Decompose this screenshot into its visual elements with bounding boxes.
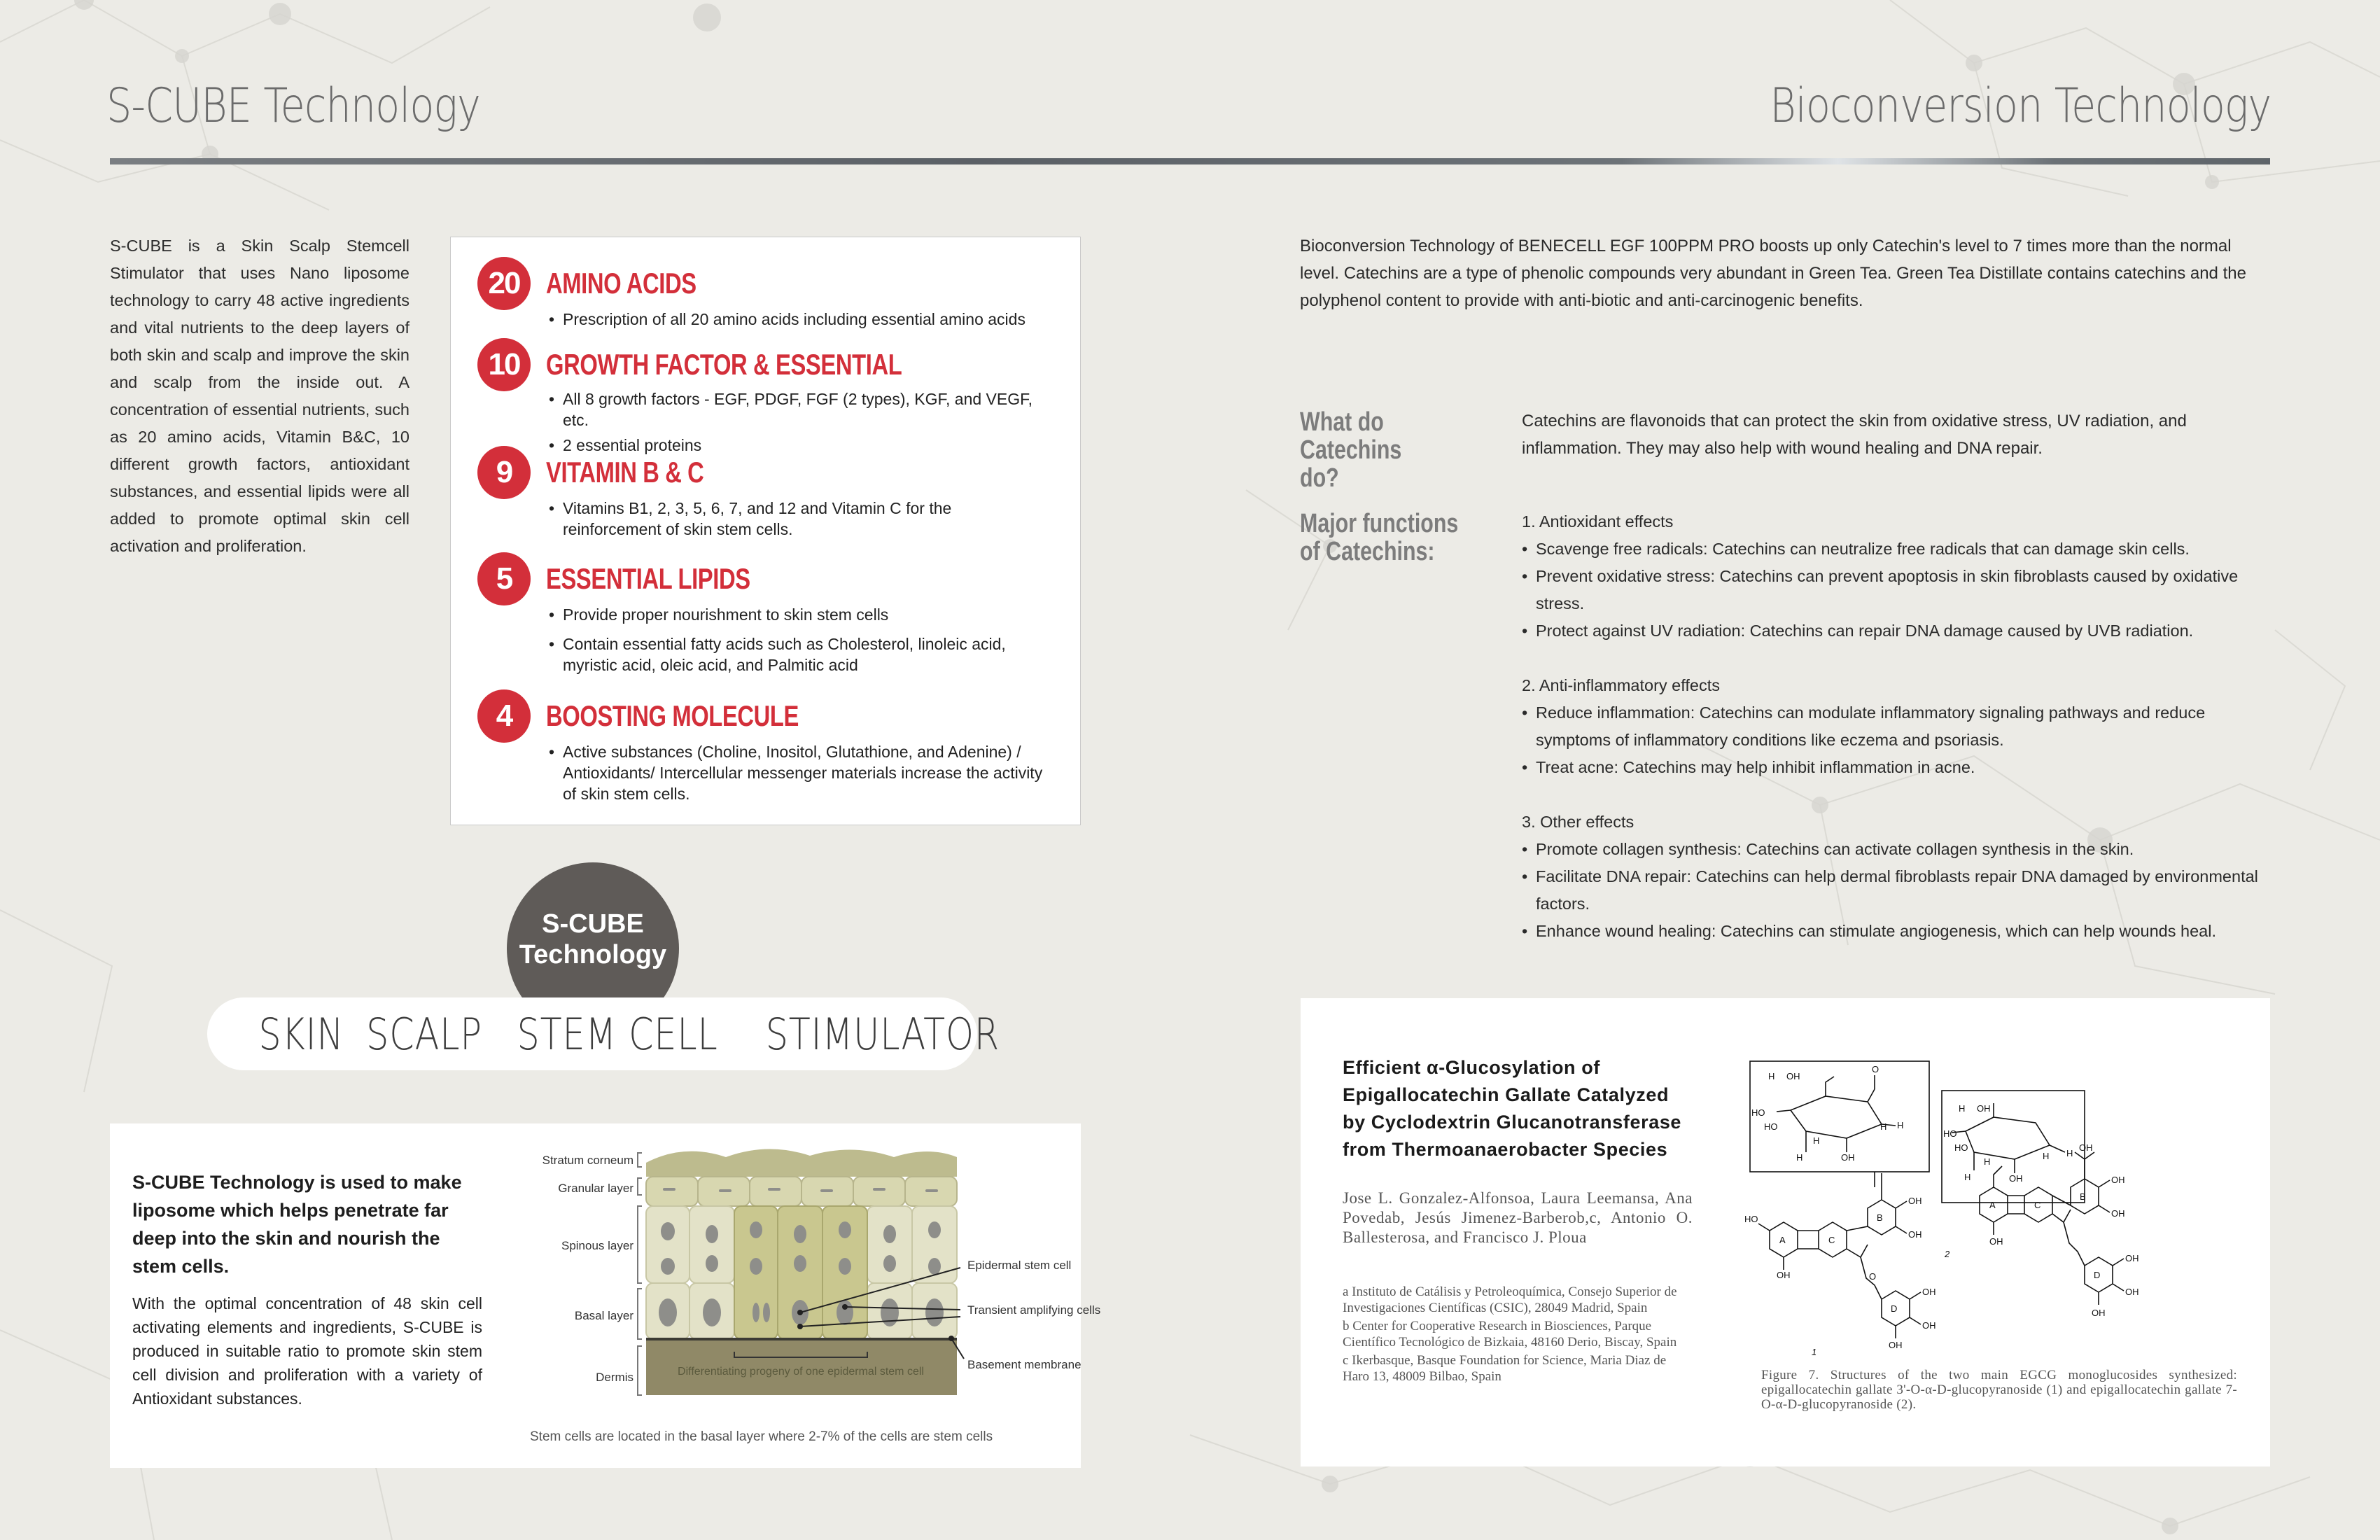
ingredient-bullet: • Provide proper nourishment to skin stem cells bbox=[549, 604, 1039, 625]
right-page-title: Bioconversion Technology bbox=[1770, 78, 2271, 134]
figure-caption: Figure 7. Structures of the two main EGCG monoglucosides synthesized: epigallocatechin gallate 3'-O-α-D-glucopyranoside (1) and epigallocatechin gallate 7-O-α-D-glucopyranoside (2). bbox=[1761, 1368, 2237, 1412]
function-group-title: 1. Antioxidant effects bbox=[1522, 512, 1674, 531]
paper-authors: Jose L. Gonzalez-Alfonsoa, Laura Leemansa, Ana Povedab, Jesús Jimenez-Barberob,c, Antonio O. Ballesterosa, and Francisco J. Ploua bbox=[1343, 1189, 1693, 1246]
major-functions-list bbox=[1522, 508, 2270, 945]
callout-transient-amplifying-cells: Transient amplifying cells bbox=[967, 1303, 1101, 1317]
pill-word: STEM CELL bbox=[517, 1008, 718, 1060]
skin-layers-box bbox=[110, 1124, 1101, 1468]
ingredient-number: 9 bbox=[477, 446, 531, 499]
layer-label: Spinous layer bbox=[561, 1239, 634, 1252]
svg-text:OH: OH bbox=[1777, 1270, 1791, 1280]
ingredient-title: GROWTH FACTOR & ESSENTIAL bbox=[546, 348, 902, 381]
svg-text:OH: OH bbox=[2009, 1173, 2023, 1184]
svg-text:OH: OH bbox=[1977, 1103, 1991, 1114]
svg-text:D: D bbox=[1891, 1303, 1898, 1314]
function-item: • Promote collagen synthesis: Catechins can activate collagen synthesis in the skin. bbox=[1522, 836, 2270, 863]
badge-line1: S-CUBE bbox=[542, 909, 644, 939]
ingredient-bullet: • Active substances (Choline, Inositol, Glutathione, and Adenine) / Antioxidants/ Intercellular messenger materials increase the activity of skin stem cells. bbox=[549, 741, 1060, 804]
svg-text:A: A bbox=[1779, 1235, 1786, 1245]
intro-paragraph: S-CUBE is a Skin Scalp Stemcell Stimulator that uses Nano liposome technology to carry 48 active ingredients and vital nutrients to the deep layers of both skin and scalp and improve the skin and scalp from the inside out. A concentration of essential nutrients, such as 20 amino acids, Vitamin B&C, 10 different growth factors, antioxidant substances, and essential lipids were all added to promote optimal skin cell activation and proliferation. bbox=[110, 237, 410, 555]
badge-line2: Technology bbox=[519, 940, 667, 969]
affiliation: c Ikerbasque, Basque Foundation for Science, Maria Diaz de Haro 13, 48009 Bilbao, Spain bbox=[1343, 1353, 1667, 1384]
svg-text:OH: OH bbox=[2125, 1287, 2139, 1297]
svg-text:OH: OH bbox=[1889, 1340, 1903, 1350]
bioconversion-intro: Bioconversion Technology of BENECELL EGF 100PPM PRO boosts up only Catechin's level to 7 times more than the normal level. Catechins are a type of phenolic compounds very abundant in Green Tea. Green Tea Distillate contains catechins and the polyphenol content to provide with anti-biotic and anti-carcinogenic benefits. bbox=[1300, 237, 2246, 310]
paper-affiliations bbox=[1343, 1284, 1693, 1385]
affiliation: b Center for Cooperative Research in Biosciences, Parque Científico Tecnológico de Bizkaia, 48160 Derio, Biscay, Spain bbox=[1343, 1319, 1677, 1350]
research-paper-excerpt bbox=[1301, 998, 2270, 1466]
callout-epidermal-stem-cell: Epidermal stem cell bbox=[967, 1259, 1072, 1272]
svg-text:H: H bbox=[1768, 1071, 1775, 1082]
ingredient-row bbox=[477, 338, 1002, 391]
svg-text:H: H bbox=[2043, 1151, 2050, 1161]
compound-1-label: 1 bbox=[1812, 1347, 1817, 1357]
svg-text:H: H bbox=[1984, 1156, 1991, 1167]
compound-2-label: 2 bbox=[1945, 1249, 1950, 1259]
ingredient-title: ESSENTIAL LIPIDS bbox=[546, 562, 750, 595]
ingredient-number: 4 bbox=[477, 690, 531, 743]
layer-label: Dermis bbox=[596, 1371, 634, 1384]
pill-word: SKIN bbox=[258, 1008, 344, 1060]
pill-word: STIMULATOR bbox=[765, 1008, 1000, 1060]
ingredients-card bbox=[450, 237, 1081, 825]
function-item: • Scavenge free radicals: Catechins can neutralize free radicals that can damage skin cells. bbox=[1522, 536, 2270, 563]
svg-text:H: H bbox=[1796, 1152, 1803, 1163]
function-item: • Prevent oxidative stress: Catechins can prevent apoptosis in skin fibroblasts caused by oxidative stress. bbox=[1522, 563, 2270, 617]
ingredient-row bbox=[477, 257, 738, 310]
function-group-title: 2. Anti-inflammatory effects bbox=[1522, 676, 1720, 694]
ingredient-number: 20 bbox=[477, 257, 531, 310]
svg-text:OH: OH bbox=[2125, 1253, 2139, 1264]
ingredient-bullet: • Contain essential fatty acids such as Cholesterol, linoleic acid, myristic acid, oleic acid, and Palmitic acid bbox=[549, 634, 1039, 676]
svg-text:H: H bbox=[1897, 1120, 1904, 1130]
ingredient-row bbox=[477, 446, 748, 499]
svg-text:O: O bbox=[1869, 1271, 1877, 1282]
skin-box-body: With the optimal concentration of 48 skin cell activating elements and ingredients, S-CUBE is produced in suitable ratio to promote skin stem cell division and proliferation with a variety of Antioxidant substances. bbox=[132, 1294, 482, 1408]
ingredient-bullet: • Vitamins B1, 2, 3, 5, 6, 7, and 12 and Vitamin C for the reinforcement of skin stem cells. bbox=[549, 498, 997, 540]
svg-text:B: B bbox=[2080, 1191, 2086, 1202]
svg-text:HO: HO bbox=[1764, 1121, 1778, 1132]
function-item: • Treat acne: Catechins may help inhibit inflammation in acne. bbox=[1522, 754, 2270, 781]
paper-title: Efficient α-Glucosylation of Epigallocatechin Gallate Catalyzed by Cyclodextrin Glucanotransferase from Thermoanaerobacter Species bbox=[1343, 1057, 1682, 1160]
ingredient-number: 5 bbox=[477, 552, 531, 606]
svg-text:H: H bbox=[1959, 1103, 1966, 1114]
svg-text:H: H bbox=[1964, 1172, 1971, 1182]
svg-text:O: O bbox=[1872, 1064, 1879, 1074]
ingredient-bullets bbox=[549, 741, 1060, 813]
callout-basement-membrane: Basement membrane bbox=[967, 1358, 1082, 1371]
ingredient-row bbox=[477, 690, 870, 743]
ingredient-title: BOOSTING MOLECULE bbox=[546, 699, 799, 732]
acronym-pill bbox=[207, 997, 1000, 1070]
skin-layers-diagram bbox=[523, 1136, 1101, 1430]
ingredient-number: 10 bbox=[477, 338, 531, 391]
header-divider bbox=[110, 158, 2270, 164]
ingredient-title: VITAMIN B & C bbox=[546, 456, 704, 489]
egcg-structures-figure bbox=[1742, 1047, 2260, 1383]
svg-text:OH: OH bbox=[1841, 1152, 1855, 1163]
svg-text:OH: OH bbox=[1922, 1287, 1936, 1297]
function-item: • Facilitate DNA repair: Catechins can help dermal fibroblasts repair DNA damaged by environmental factors. bbox=[1522, 863, 2270, 918]
ingredient-bullet: • Prescription of all 20 amino acids including essential amino acids bbox=[549, 309, 1053, 330]
svg-text:OH: OH bbox=[1908, 1229, 1922, 1240]
ingredient-row bbox=[477, 552, 808, 606]
svg-text:HO: HO bbox=[1954, 1142, 1968, 1153]
ingredient-bullet: • 2 essential proteins bbox=[549, 435, 1053, 456]
svg-text:HO: HO bbox=[1744, 1214, 1758, 1224]
function-item: • Protect against UV radiation: Catechins can repair DNA damage caused by UVB radiation. bbox=[1522, 617, 2270, 645]
affiliation: a Instituto de Catálisis y Petroleoquímica, Consejo Superior de Investigaciones Científicas (CSIC), 28049 Madrid, Spain bbox=[1343, 1284, 1677, 1315]
svg-text:H: H bbox=[1813, 1135, 1820, 1146]
layer-label: Basal layer bbox=[574, 1309, 634, 1322]
function-item: • Enhance wound healing: Catechins can stimulate angiogenesis, which can help wounds heal. bbox=[1522, 918, 2270, 945]
svg-text:OH: OH bbox=[1989, 1236, 2003, 1247]
svg-text:OH: OH bbox=[2092, 1308, 2106, 1318]
what-do-catechins-text: Catechins are flavonoids that can protect the skin from oxidative stress, UV radiation, and inflammation. They may also help with wound healing and DNA repair. bbox=[1522, 412, 2187, 458]
function-item: • Reduce inflammation: Catechins can modulate inflammatory signaling pathways and reduce symptoms of inflammatory conditions like eczema and psoriasis. bbox=[1522, 699, 2270, 754]
left-page-title: S-CUBE Technology bbox=[106, 78, 480, 134]
svg-text:A: A bbox=[1989, 1200, 1996, 1210]
svg-text:OH: OH bbox=[2111, 1175, 2125, 1185]
svg-text:H: H bbox=[2066, 1148, 2073, 1158]
svg-text:D: D bbox=[2094, 1270, 2101, 1280]
skin-box-heading: S-CUBE Technology is used to make liposome which helps penetrate far deep into the skin and nourish the stem cells. bbox=[132, 1172, 462, 1277]
what-do-catechins-label: What do Catechins do? bbox=[1300, 407, 1402, 493]
function-group-title: 3. Other effects bbox=[1522, 813, 1634, 831]
layer-label: Granular layer bbox=[558, 1182, 634, 1195]
pill-word: SCALP bbox=[365, 1008, 482, 1060]
progeny-label: Differentiating progeny of one epidermal stem cell bbox=[678, 1366, 924, 1378]
skin-diagram-caption: Stem cells are located in the basal layer where 2-7% of the cells are stem cells bbox=[530, 1429, 993, 1444]
ingredient-bullets bbox=[549, 309, 1053, 338]
svg-text:OH: OH bbox=[1786, 1071, 1800, 1082]
layer-label: Stratum corneum bbox=[542, 1154, 634, 1167]
svg-text:C: C bbox=[2034, 1200, 2041, 1210]
svg-text:HO: HO bbox=[1751, 1107, 1765, 1118]
ingredient-bullet: • All 8 growth factors - EGF, PDGF, FGF (2 types), KGF, and VEGF, etc. bbox=[549, 388, 1053, 430]
svg-text:HO: HO bbox=[1943, 1128, 1957, 1139]
ingredient-bullets bbox=[549, 498, 997, 548]
svg-text:OH: OH bbox=[2111, 1208, 2125, 1219]
ingredient-bullets bbox=[549, 604, 1039, 684]
svg-text:OH: OH bbox=[1908, 1196, 1922, 1206]
svg-text:OH: OH bbox=[2079, 1142, 2093, 1153]
major-functions-label: Major functions of Catechins: bbox=[1300, 509, 1459, 566]
svg-text:OH: OH bbox=[1922, 1320, 1936, 1331]
svg-text:H: H bbox=[1880, 1121, 1887, 1132]
svg-text:B: B bbox=[1877, 1212, 1883, 1223]
svg-text:C: C bbox=[1828, 1235, 1835, 1245]
ingredient-title: AMINO ACIDS bbox=[546, 267, 696, 300]
